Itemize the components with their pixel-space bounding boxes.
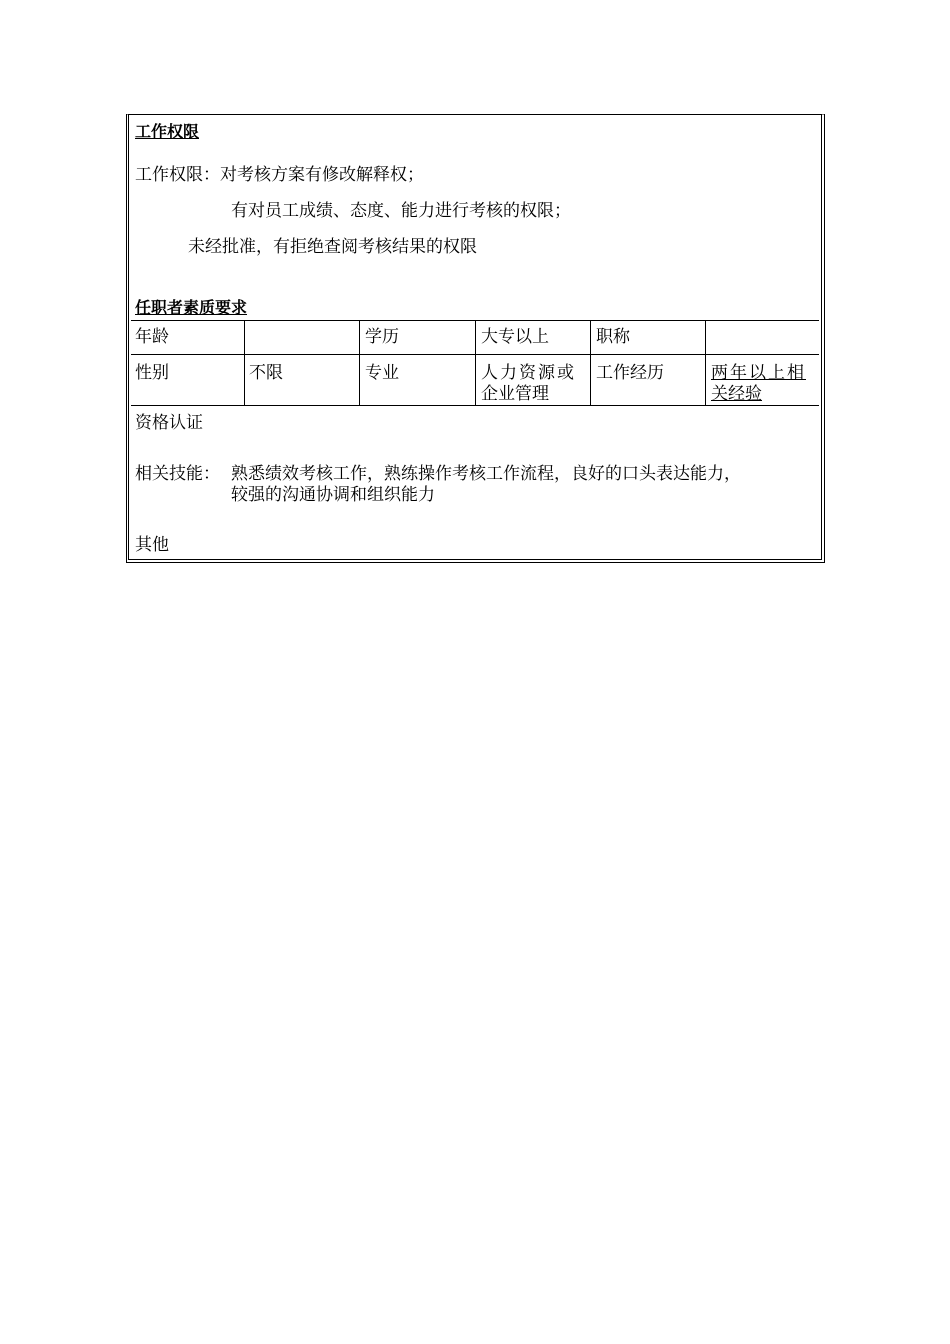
authority-heading: 工作权限 [135,122,200,141]
qualification-heading: 任职者素质要求 [135,298,248,317]
cell-experience-label: 工作经历 [596,363,664,383]
grid-col-4 [590,320,591,405]
skills-line-1: 熟悉绩效考核工作，熟练操作考核工作流程，良好的口头表达能力， [231,464,741,484]
cell-title-label: 职称 [596,327,630,347]
authority-line-1: 工作权限：对考核方案有修改解释权； [135,165,424,185]
grid-col-2 [359,320,360,405]
cell-age-label: 年龄 [135,327,169,347]
cell-major-value-line-2: 企业管理 [481,384,549,404]
cell-experience-value-line-1: 两年以上相 [711,363,806,383]
cell-major-label: 专业 [365,363,399,383]
grid-col-5 [705,320,706,405]
cell-major-value-line-1: 人力资源或 [481,363,576,383]
certification-label: 资格认证 [135,413,203,433]
cell-experience-value-line-2: 关经验 [711,384,762,404]
grid-line-bottom [131,405,819,406]
skills-label: 相关技能： [135,464,220,484]
cell-gender-label: 性别 [135,363,169,383]
authority-line-3: 未经批准，有拒绝查阅考核结果的权限 [188,237,477,257]
cell-gender-value: 不限 [249,363,283,383]
cell-education-value: 大专以上 [481,327,549,347]
grid-col-3 [475,320,476,405]
authority-line-2: 有对员工成绩、态度、能力进行考核的权限； [231,201,571,221]
other-label: 其他 [135,535,169,555]
grid-col-1 [244,320,245,405]
cell-education-label: 学历 [365,327,399,347]
skills-line-2: 较强的沟通协调和组织能力 [231,485,435,505]
